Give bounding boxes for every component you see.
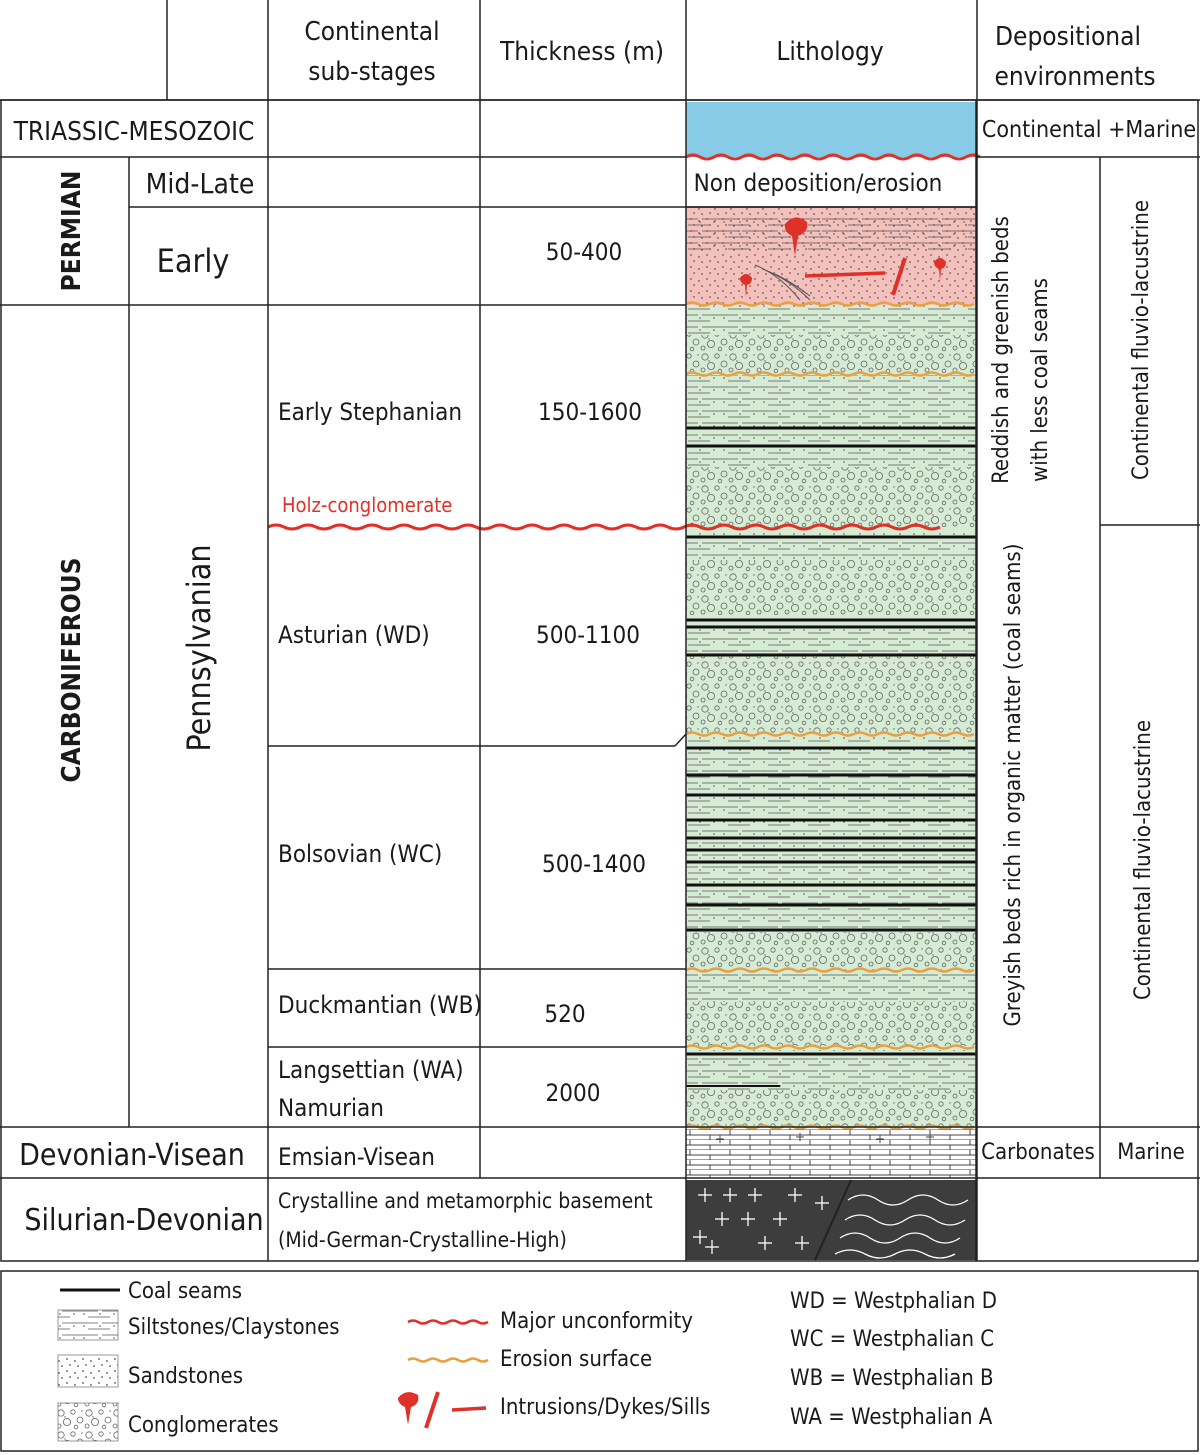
substage-bolsovian: Bolsovian (WC) xyxy=(278,840,443,868)
substage-duckmantian: Duckmantian (WB) xyxy=(278,991,482,1019)
legend-intrusions: Intrusions/Dykes/Sills xyxy=(500,1395,711,1420)
triassic-layer xyxy=(686,102,976,157)
substage-asturian: Asturian (WD) xyxy=(278,621,430,649)
legend-wb: WB = Westphalian B xyxy=(790,1366,994,1391)
period-devonian-visean: Devonian-Visean xyxy=(19,1138,245,1173)
header-lithology: Lithology xyxy=(776,37,884,67)
substage-namurian: Namurian xyxy=(278,1094,384,1122)
legend-wa: WA = Westphalian A xyxy=(790,1405,993,1430)
non-deposition-note: Non deposition/erosion xyxy=(693,169,943,197)
thickness-duckmantian: 520 xyxy=(544,1000,586,1028)
thickness-bolsovian: 500-1400 xyxy=(542,850,646,878)
env-fluvio-upper: Continental fluvio-lacustrine xyxy=(1129,199,1154,481)
env-greyish: Greyish beds rich in organic matter (coal seams) xyxy=(1001,543,1026,1027)
legend-sand: Sandstones xyxy=(128,1364,244,1389)
substage-basement: (Mid-German-Crystalline-High) xyxy=(278,1228,567,1252)
legend-erosion: Erosion surface xyxy=(500,1347,653,1372)
thickness-early-permian: 50-400 xyxy=(545,238,623,266)
legend-wd: WD = Westphalian D xyxy=(790,1289,997,1314)
header-substages: sub-stages xyxy=(308,57,436,87)
env-triassic: Continental +Marine xyxy=(981,117,1197,143)
period-mid-late: Mid-Late xyxy=(145,167,255,200)
legend xyxy=(58,1279,997,1441)
env-fluvio-lower: Continental fluvio-lacustrine xyxy=(1131,719,1156,1001)
legend-silt: Siltstones/Claystones xyxy=(128,1315,340,1340)
header-thickness: Thickness (m) xyxy=(499,37,665,67)
legend-coal: Coal seams xyxy=(128,1279,243,1304)
erosion-symbol xyxy=(408,1359,488,1362)
substage-langsettian: Langsettian (WA) xyxy=(278,1056,464,1084)
thickness-early-stephanian: 150-1600 xyxy=(538,398,642,426)
period-pennsylvanian: Pennsylvanian xyxy=(180,544,218,752)
environments xyxy=(981,117,1196,1165)
periods xyxy=(13,117,264,1238)
lithology-column xyxy=(268,102,980,1260)
substage-basement: Crystalline and metamorphic basement xyxy=(278,1189,653,1213)
intrusion-symbol xyxy=(398,1392,486,1428)
unconformity-symbol xyxy=(408,1321,488,1324)
header-substages: Continental xyxy=(304,17,440,47)
period-triassic: TRIASSIC-MESOZOIC xyxy=(13,117,255,147)
env-reddish: with less coal seams xyxy=(1028,278,1053,482)
period-permian: PERMIAN xyxy=(57,170,87,292)
header-environments: Depositional xyxy=(995,22,1141,52)
env-carbonates: Carbonates xyxy=(981,1140,1095,1165)
thickness-asturian: 500-1100 xyxy=(536,621,640,649)
table-header xyxy=(304,17,1155,92)
period-carboniferous: CARBONIFEROUS xyxy=(57,557,87,783)
substage-emsian: Emsian-Visean xyxy=(278,1143,435,1171)
substage-early-stephanian: Early Stephanian xyxy=(278,398,463,426)
period-silurian-devonian: Silurian-Devonian xyxy=(24,1203,264,1238)
period-early: Early xyxy=(156,242,230,280)
legend-cong: Conglomerates xyxy=(128,1413,279,1438)
thickness-langsettian: 2000 xyxy=(545,1079,601,1107)
thickness-values xyxy=(536,238,646,1107)
env-marine: Marine xyxy=(1117,1140,1185,1165)
header-environments: environments xyxy=(994,62,1156,92)
legend-wc: WC = Westphalian C xyxy=(790,1327,995,1352)
env-reddish: Reddish and greenish beds xyxy=(989,216,1014,484)
substage-holz: Holz-conglomerate xyxy=(282,493,453,517)
legend-unconformity: Major unconformity xyxy=(500,1309,693,1334)
